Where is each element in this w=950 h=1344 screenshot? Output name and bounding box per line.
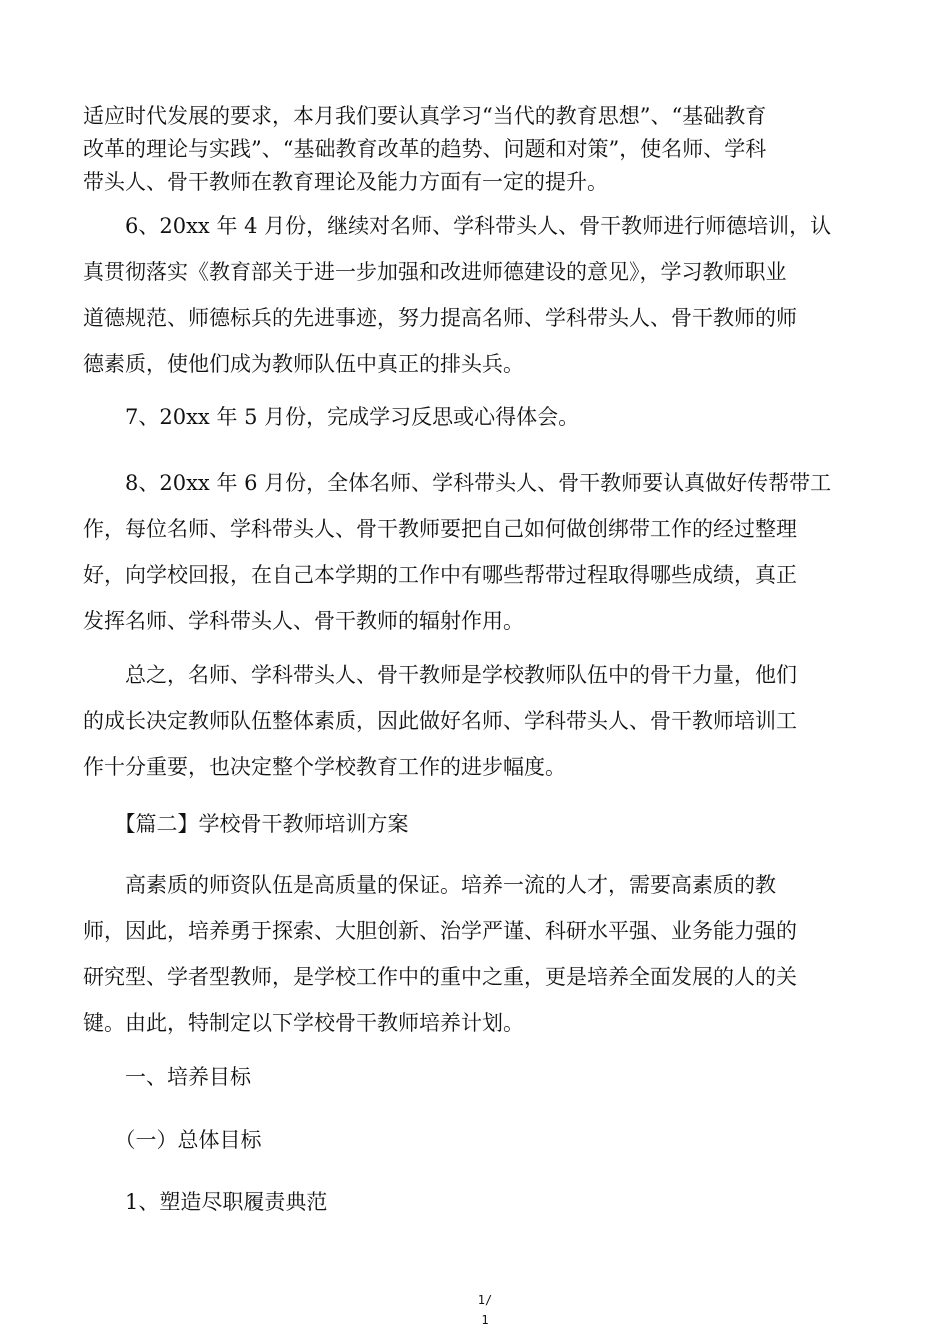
page-number — [470, 1290, 500, 1330]
text-line: 道德规范、师德标兵的先进事迹，努力提高名师、学科带头人、骨干教师的师 — [83, 306, 797, 330]
paragraph-item-8 — [83, 460, 873, 644]
text-line: 一、培养目标 — [83, 1065, 251, 1089]
text-line: 7、20xx 年 5 月份，完成学习反思或心得体会。 — [83, 405, 580, 429]
text-line: 德素质，使他们成为教师队伍中真正的排头兵。 — [83, 352, 524, 376]
heading-level-1 — [83, 1061, 873, 1094]
page-number-top: 1/ — [477, 1293, 493, 1307]
text-line: 师，因此，培养勇于探索、大胆创新、治学严谨、科研水平强、业务能力强的 — [83, 919, 797, 943]
paragraph-summary — [83, 652, 873, 790]
text-line: 1、塑造尽职履责典范 — [83, 1190, 328, 1214]
text-line: 发挥名师、学科带头人、骨干教师的辐射作用。 — [83, 609, 524, 633]
paragraph-intro — [83, 862, 873, 1046]
section-heading — [83, 808, 873, 841]
heading-level-2 — [83, 1124, 873, 1157]
text-line: 总之，名师、学科带头人、骨干教师是学校教师队伍中的骨干力量，他们 — [83, 663, 797, 687]
paragraph-item-6 — [83, 203, 873, 387]
text-line: 带头人、骨干教师在教育理论及能力方面有一定的提升。 — [83, 170, 608, 194]
text-line: 好，向学校回报，在自己本学期的工作中有哪些帮带过程取得哪些成绩，真正 — [83, 563, 797, 587]
text-line: 适应时代发展的要求，本月我们要认真学习“当代的教育思想”、“基础教育 — [83, 104, 767, 128]
paragraph-item-7 — [83, 401, 873, 434]
text-line: 高素质的师资队伍是高质量的保证。培养一流的人才，需要高素质的教 — [83, 873, 776, 897]
text-line: 6、20xx 年 4 月份，继续对名师、学科带头人、骨干教师进行师德培训，认 — [83, 214, 832, 238]
text-line: 8、20xx 年 6 月份，全体名师、学科带头人、骨干教师要认真做好传帮带工 — [83, 471, 832, 495]
text-line: 【篇二】学校骨干教师培训方案 — [83, 812, 409, 836]
text-line: 改革的理论与实践”、“基础教育改革的趋势、问题和对策”，使名师、学科 — [83, 137, 767, 161]
paragraph-continuation — [83, 100, 873, 199]
text-line: 的成长决定教师队伍整体素质，因此做好名师、学科带头人、骨干教师培训工 — [83, 709, 797, 733]
text-line: 键。由此，特制定以下学校骨干教师培养计划。 — [83, 1011, 524, 1035]
page-number-bottom: 1 — [481, 1313, 489, 1327]
text-line: 作十分重要，也决定整个学校教育工作的进步幅度。 — [83, 755, 566, 779]
text-line: （一）总体目标 — [83, 1128, 262, 1152]
text-line: 真贯彻落实《教育部关于进一步加强和改进师德建设的意见》，学习教师职业 — [83, 260, 787, 284]
text-line: 研究型、学者型教师，是学校工作中的重中之重，更是培养全面发展的人的关 — [83, 965, 797, 989]
text-line: 作，每位名师、学科带头人、骨干教师要把自己如何做创绑带工作的经过整理 — [83, 517, 797, 541]
heading-level-3 — [83, 1186, 873, 1219]
